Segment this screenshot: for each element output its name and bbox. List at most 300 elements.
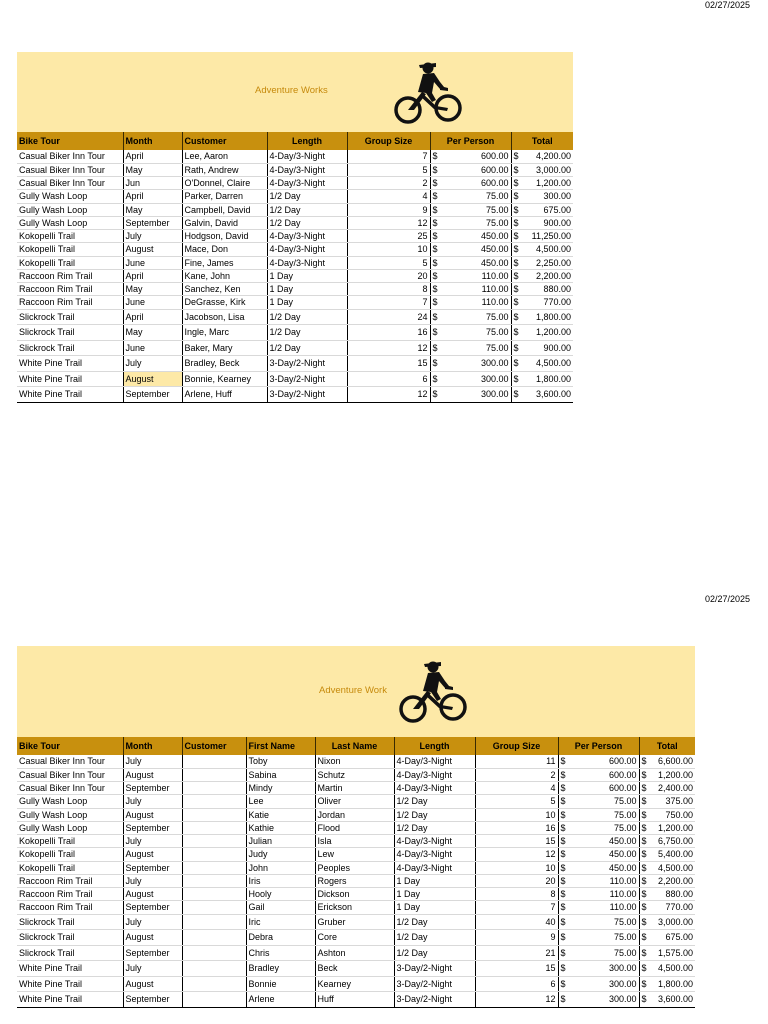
- cell-length[interactable]: 3-Day/2-Night: [267, 387, 347, 403]
- cell-group-size[interactable]: 25: [347, 230, 430, 243]
- column-header[interactable]: Month: [123, 132, 182, 150]
- cell-bike-tour[interactable]: Gully Wash Loop: [17, 190, 123, 203]
- cell-last-name[interactable]: Nixon: [315, 755, 394, 768]
- cell-group-size[interactable]: 12: [475, 992, 558, 1008]
- cell-customer[interactable]: Kane, John: [182, 269, 267, 282]
- cell-first-name[interactable]: Lee: [246, 795, 315, 808]
- cell-total[interactable]: [639, 945, 695, 961]
- cell-length[interactable]: 1/2 Day: [267, 216, 347, 229]
- cell-length[interactable]: 3-Day/2-Night: [394, 961, 475, 977]
- cell-per-person[interactable]: [558, 808, 639, 821]
- cell-group-size[interactable]: 8: [475, 888, 558, 901]
- cell-bike-tour[interactable]: Raccoon Rim Trail: [17, 283, 123, 296]
- cell-total[interactable]: [511, 203, 573, 216]
- cell-customer[interactable]: [182, 782, 246, 795]
- cell-customer[interactable]: [182, 861, 246, 874]
- cell-last-name[interactable]: Lew: [315, 848, 394, 861]
- cell-bike-tour[interactable]: Casual Biker Inn Tour: [17, 755, 123, 768]
- cell-month[interactable]: August: [123, 243, 182, 256]
- cell-month[interactable]: April: [123, 150, 182, 163]
- cell-per-person[interactable]: [430, 256, 511, 269]
- cell-customer[interactable]: [182, 945, 246, 961]
- cell-customer[interactable]: [182, 821, 246, 834]
- cell-length[interactable]: 4-Day/3-Night: [267, 243, 347, 256]
- cell-group-size[interactable]: 10: [475, 808, 558, 821]
- cell-bike-tour[interactable]: Slickrock Trail: [17, 914, 123, 930]
- cell-customer[interactable]: Hodgson, David: [182, 230, 267, 243]
- cell-total[interactable]: [511, 387, 573, 403]
- cell-bike-tour[interactable]: Kokopelli Trail: [17, 835, 123, 848]
- cell-first-name[interactable]: Sabina: [246, 768, 315, 781]
- cell-per-person[interactable]: [430, 269, 511, 282]
- column-header[interactable]: Length: [394, 737, 475, 755]
- cell-month[interactable]: May: [123, 163, 182, 176]
- cell-group-size[interactable]: 7: [475, 901, 558, 914]
- cell-per-person[interactable]: [430, 177, 511, 190]
- cell-month[interactable]: July: [123, 755, 182, 768]
- cell-bike-tour[interactable]: White Pine Trail: [17, 992, 123, 1008]
- cell-bike-tour[interactable]: Casual Biker Inn Tour: [17, 768, 123, 781]
- cell-customer[interactable]: Galvin, David: [182, 216, 267, 229]
- cell-customer[interactable]: [182, 874, 246, 887]
- cell-last-name[interactable]: Erickson: [315, 901, 394, 914]
- cell-per-person[interactable]: [430, 325, 511, 341]
- cell-customer[interactable]: Rath, Andrew: [182, 163, 267, 176]
- cell-month[interactable]: July: [123, 961, 182, 977]
- cell-total[interactable]: [639, 861, 695, 874]
- cell-group-size[interactable]: 15: [347, 356, 430, 372]
- cell-per-person[interactable]: [430, 283, 511, 296]
- cell-last-name[interactable]: Gruber: [315, 914, 394, 930]
- cell-month[interactable]: September: [123, 387, 182, 403]
- column-header[interactable]: Last Name: [315, 737, 394, 755]
- cell-bike-tour[interactable]: Slickrock Trail: [17, 325, 123, 341]
- cell-bike-tour[interactable]: Kokopelli Trail: [17, 861, 123, 874]
- cell-bike-tour[interactable]: White Pine Trail: [17, 961, 123, 977]
- cell-group-size[interactable]: 12: [347, 387, 430, 403]
- cell-customer[interactable]: DeGrasse, Kirk: [182, 296, 267, 309]
- cell-bike-tour[interactable]: Casual Biker Inn Tour: [17, 163, 123, 176]
- cell-last-name[interactable]: Kearney: [315, 976, 394, 992]
- cell-length[interactable]: 1/2 Day: [267, 309, 347, 325]
- cell-bike-tour[interactable]: Kokopelli Trail: [17, 256, 123, 269]
- cell-group-size[interactable]: 4: [347, 190, 430, 203]
- cell-last-name[interactable]: Core: [315, 930, 394, 946]
- cell-group-size[interactable]: 8: [347, 283, 430, 296]
- cell-customer[interactable]: [182, 848, 246, 861]
- cell-customer[interactable]: Lee, Aaron: [182, 150, 267, 163]
- cell-group-size[interactable]: 5: [475, 795, 558, 808]
- cell-month[interactable]: July: [123, 356, 182, 372]
- cell-month[interactable]: May: [123, 283, 182, 296]
- cell-total[interactable]: [511, 230, 573, 243]
- cell-bike-tour[interactable]: Gully Wash Loop: [17, 216, 123, 229]
- cell-month[interactable]: May: [123, 203, 182, 216]
- cell-bike-tour[interactable]: Casual Biker Inn Tour: [17, 782, 123, 795]
- cell-first-name[interactable]: Julian: [246, 835, 315, 848]
- cell-bike-tour[interactable]: Raccoon Rim Trail: [17, 296, 123, 309]
- cell-month[interactable]: May: [123, 325, 182, 341]
- cell-per-person[interactable]: [558, 874, 639, 887]
- cell-length[interactable]: 4-Day/3-Night: [267, 230, 347, 243]
- cell-bike-tour[interactable]: Raccoon Rim Trail: [17, 888, 123, 901]
- cell-group-size[interactable]: 12: [347, 340, 430, 356]
- cell-first-name[interactable]: Chris: [246, 945, 315, 961]
- cell-length[interactable]: 1/2 Day: [267, 340, 347, 356]
- cell-group-size[interactable]: 6: [347, 371, 430, 387]
- cell-per-person[interactable]: [558, 835, 639, 848]
- cell-length[interactable]: 4-Day/3-Night: [394, 768, 475, 781]
- cell-group-size[interactable]: 16: [475, 821, 558, 834]
- cell-length[interactable]: 4-Day/3-Night: [394, 755, 475, 768]
- cell-customer[interactable]: Mace, Don: [182, 243, 267, 256]
- cell-per-person[interactable]: [430, 150, 511, 163]
- cell-length[interactable]: 3-Day/2-Night: [267, 356, 347, 372]
- cell-last-name[interactable]: Martin: [315, 782, 394, 795]
- cell-per-person[interactable]: [558, 992, 639, 1008]
- column-header[interactable]: Total: [639, 737, 695, 755]
- column-header[interactable]: Bike Tour: [17, 737, 123, 755]
- cell-month[interactable]: June: [123, 256, 182, 269]
- cell-total[interactable]: [639, 821, 695, 834]
- column-header[interactable]: Total: [511, 132, 573, 150]
- cell-length[interactable]: 4-Day/3-Night: [267, 256, 347, 269]
- cell-first-name[interactable]: Bradley: [246, 961, 315, 977]
- cell-length[interactable]: 1 Day: [394, 874, 475, 887]
- cell-customer[interactable]: [182, 961, 246, 977]
- cell-per-person[interactable]: [558, 795, 639, 808]
- cell-customer[interactable]: Ingle, Marc: [182, 325, 267, 341]
- cell-total[interactable]: [511, 150, 573, 163]
- cell-group-size[interactable]: 4: [475, 782, 558, 795]
- cell-bike-tour[interactable]: Gully Wash Loop: [17, 795, 123, 808]
- cell-length[interactable]: 4-Day/3-Night: [394, 861, 475, 874]
- cell-first-name[interactable]: Katie: [246, 808, 315, 821]
- cell-first-name[interactable]: Iris: [246, 874, 315, 887]
- cell-per-person[interactable]: [430, 243, 511, 256]
- column-header[interactable]: Month: [123, 737, 182, 755]
- cell-total[interactable]: [511, 256, 573, 269]
- cell-per-person[interactable]: [558, 848, 639, 861]
- cell-bike-tour[interactable]: Slickrock Trail: [17, 945, 123, 961]
- cell-total[interactable]: [511, 190, 573, 203]
- cell-length[interactable]: 3-Day/2-Night: [267, 371, 347, 387]
- cell-total[interactable]: [639, 835, 695, 848]
- cell-per-person[interactable]: [558, 930, 639, 946]
- cell-group-size[interactable]: 9: [347, 203, 430, 216]
- cell-total[interactable]: [511, 243, 573, 256]
- cell-customer[interactable]: Campbell, David: [182, 203, 267, 216]
- cell-total[interactable]: [639, 848, 695, 861]
- cell-first-name[interactable]: Iric: [246, 914, 315, 930]
- cell-customer[interactable]: Bonnie, Kearney: [182, 371, 267, 387]
- cell-per-person[interactable]: [558, 945, 639, 961]
- cell-first-name[interactable]: Bonnie: [246, 976, 315, 992]
- cell-first-name[interactable]: Arlene: [246, 992, 315, 1008]
- cell-last-name[interactable]: Oliver: [315, 795, 394, 808]
- cell-last-name[interactable]: Beck: [315, 961, 394, 977]
- cell-first-name[interactable]: Kathie: [246, 821, 315, 834]
- cell-bike-tour[interactable]: White Pine Trail: [17, 356, 123, 372]
- cell-month[interactable]: August: [123, 976, 182, 992]
- cell-per-person[interactable]: [558, 768, 639, 781]
- cell-first-name[interactable]: Hooly: [246, 888, 315, 901]
- cell-length[interactable]: 1/2 Day: [394, 914, 475, 930]
- cell-group-size[interactable]: 20: [475, 874, 558, 887]
- cell-month[interactable]: September: [123, 901, 182, 914]
- cell-bike-tour[interactable]: Gully Wash Loop: [17, 821, 123, 834]
- cell-length[interactable]: 4-Day/3-Night: [394, 835, 475, 848]
- cell-per-person[interactable]: [430, 387, 511, 403]
- cell-month[interactable]: August: [123, 848, 182, 861]
- cell-month[interactable]: April: [123, 190, 182, 203]
- cell-bike-tour[interactable]: Gully Wash Loop: [17, 203, 123, 216]
- cell-total[interactable]: [511, 340, 573, 356]
- cell-month[interactable]: September: [123, 992, 182, 1008]
- cell-customer[interactable]: [182, 835, 246, 848]
- cell-length[interactable]: 1/2 Day: [267, 203, 347, 216]
- cell-first-name[interactable]: John: [246, 861, 315, 874]
- cell-group-size[interactable]: 15: [475, 961, 558, 977]
- cell-per-person[interactable]: [430, 190, 511, 203]
- column-header[interactable]: Customer: [182, 132, 267, 150]
- cell-group-size[interactable]: 6: [475, 976, 558, 992]
- cell-customer[interactable]: [182, 930, 246, 946]
- cell-month[interactable]: August: [123, 808, 182, 821]
- cell-per-person[interactable]: [558, 755, 639, 768]
- cell-total[interactable]: [511, 163, 573, 176]
- cell-per-person[interactable]: [558, 976, 639, 992]
- cell-first-name[interactable]: Gail: [246, 901, 315, 914]
- cell-bike-tour[interactable]: Slickrock Trail: [17, 309, 123, 325]
- cell-customer[interactable]: [182, 992, 246, 1008]
- cell-bike-tour[interactable]: Raccoon Rim Trail: [17, 874, 123, 887]
- cell-month[interactable]: September: [123, 945, 182, 961]
- cell-length[interactable]: 1 Day: [267, 283, 347, 296]
- cell-group-size[interactable]: 12: [475, 848, 558, 861]
- cell-month[interactable]: August: [123, 888, 182, 901]
- cell-total[interactable]: [511, 177, 573, 190]
- cell-group-size[interactable]: 2: [475, 768, 558, 781]
- column-header[interactable]: Customer: [182, 737, 246, 755]
- cell-bike-tour[interactable]: Gully Wash Loop: [17, 808, 123, 821]
- cell-length[interactable]: 1 Day: [394, 901, 475, 914]
- cell-total[interactable]: [639, 976, 695, 992]
- cell-group-size[interactable]: 10: [475, 861, 558, 874]
- cell-group-size[interactable]: 16: [347, 325, 430, 341]
- cell-total[interactable]: [639, 768, 695, 781]
- cell-length[interactable]: 3-Day/2-Night: [394, 976, 475, 992]
- cell-total[interactable]: [511, 269, 573, 282]
- cell-customer[interactable]: [182, 808, 246, 821]
- cell-group-size[interactable]: 2: [347, 177, 430, 190]
- cell-bike-tour[interactable]: Casual Biker Inn Tour: [17, 150, 123, 163]
- cell-customer[interactable]: Parker, Darren: [182, 190, 267, 203]
- cell-group-size[interactable]: 5: [347, 256, 430, 269]
- cell-customer[interactable]: [182, 795, 246, 808]
- cell-per-person[interactable]: [558, 901, 639, 914]
- cell-group-size[interactable]: 15: [475, 835, 558, 848]
- cell-total[interactable]: [639, 961, 695, 977]
- cell-bike-tour[interactable]: Raccoon Rim Trail: [17, 269, 123, 282]
- cell-month[interactable]: April: [123, 309, 182, 325]
- cell-per-person[interactable]: [558, 861, 639, 874]
- cell-total[interactable]: [639, 795, 695, 808]
- cell-per-person[interactable]: [430, 296, 511, 309]
- cell-total[interactable]: [639, 901, 695, 914]
- cell-bike-tour[interactable]: White Pine Trail: [17, 371, 123, 387]
- cell-group-size[interactable]: 24: [347, 309, 430, 325]
- cell-customer[interactable]: Arlene, Huff: [182, 387, 267, 403]
- cell-length[interactable]: 1/2 Day: [394, 821, 475, 834]
- cell-total[interactable]: [639, 888, 695, 901]
- column-header[interactable]: Per Person: [430, 132, 511, 150]
- cell-length[interactable]: 1 Day: [394, 888, 475, 901]
- cell-total[interactable]: [639, 914, 695, 930]
- cell-bike-tour[interactable]: Slickrock Trail: [17, 340, 123, 356]
- cell-customer[interactable]: Baker, Mary: [182, 340, 267, 356]
- cell-length[interactable]: 3-Day/2-Night: [394, 992, 475, 1008]
- cell-total[interactable]: [511, 325, 573, 341]
- cell-total[interactable]: [639, 755, 695, 768]
- column-header[interactable]: Group Size: [475, 737, 558, 755]
- cell-total[interactable]: [511, 356, 573, 372]
- cell-month[interactable]: Jun: [123, 177, 182, 190]
- cell-month[interactable]: August: [123, 768, 182, 781]
- cell-bike-tour[interactable]: Raccoon Rim Trail: [17, 901, 123, 914]
- cell-group-size[interactable]: 7: [347, 296, 430, 309]
- cell-total[interactable]: [639, 874, 695, 887]
- column-header[interactable]: Bike Tour: [17, 132, 123, 150]
- cell-customer[interactable]: Bradley, Beck: [182, 356, 267, 372]
- cell-month[interactable]: July: [123, 835, 182, 848]
- cell-first-name[interactable]: Toby: [246, 755, 315, 768]
- cell-month[interactable]: June: [123, 340, 182, 356]
- cell-group-size[interactable]: 10: [347, 243, 430, 256]
- cell-length[interactable]: 1/2 Day: [394, 808, 475, 821]
- cell-bike-tour[interactable]: White Pine Trail: [17, 387, 123, 403]
- cell-per-person[interactable]: [430, 230, 511, 243]
- cell-customer[interactable]: [182, 901, 246, 914]
- column-header[interactable]: Per Person: [558, 737, 639, 755]
- cell-per-person[interactable]: [430, 340, 511, 356]
- cell-customer[interactable]: Jacobson, Lisa: [182, 309, 267, 325]
- cell-length[interactable]: 4-Day/3-Night: [267, 150, 347, 163]
- cell-group-size[interactable]: 12: [347, 216, 430, 229]
- cell-per-person[interactable]: [430, 371, 511, 387]
- column-header[interactable]: First Name: [246, 737, 315, 755]
- cell-last-name[interactable]: Rogers: [315, 874, 394, 887]
- cell-last-name[interactable]: Schutz: [315, 768, 394, 781]
- cell-group-size[interactable]: 7: [347, 150, 430, 163]
- cell-per-person[interactable]: [558, 961, 639, 977]
- cell-per-person[interactable]: [558, 821, 639, 834]
- cell-customer[interactable]: O'Donnel, Claire: [182, 177, 267, 190]
- cell-month[interactable]: September: [123, 216, 182, 229]
- cell-length[interactable]: 4-Day/3-Night: [267, 177, 347, 190]
- cell-per-person[interactable]: [558, 782, 639, 795]
- cell-month[interactable]: July: [123, 914, 182, 930]
- cell-first-name[interactable]: Mindy: [246, 782, 315, 795]
- cell-bike-tour[interactable]: Kokopelli Trail: [17, 230, 123, 243]
- cell-month[interactable]: September: [123, 821, 182, 834]
- cell-length[interactable]: 4-Day/3-Night: [394, 848, 475, 861]
- cell-group-size[interactable]: 11: [475, 755, 558, 768]
- cell-customer[interactable]: Fine, James: [182, 256, 267, 269]
- cell-length[interactable]: 1/2 Day: [394, 945, 475, 961]
- column-header[interactable]: Length: [267, 132, 347, 150]
- cell-total[interactable]: [639, 782, 695, 795]
- cell-customer[interactable]: [182, 768, 246, 781]
- cell-month[interactable]: July: [123, 795, 182, 808]
- cell-customer[interactable]: Sanchez, Ken: [182, 283, 267, 296]
- cell-month[interactable]: July: [123, 230, 182, 243]
- cell-length[interactable]: 4-Day/3-Night: [267, 163, 347, 176]
- cell-total[interactable]: [639, 992, 695, 1008]
- cell-group-size[interactable]: 21: [475, 945, 558, 961]
- cell-total[interactable]: [511, 296, 573, 309]
- cell-customer[interactable]: [182, 914, 246, 930]
- cell-bike-tour[interactable]: Casual Biker Inn Tour: [17, 177, 123, 190]
- cell-bike-tour[interactable]: White Pine Trail: [17, 976, 123, 992]
- column-header[interactable]: Group Size: [347, 132, 430, 150]
- cell-per-person[interactable]: [430, 163, 511, 176]
- cell-group-size[interactable]: 5: [347, 163, 430, 176]
- cell-month[interactable]: June: [123, 296, 182, 309]
- cell-last-name[interactable]: Dickson: [315, 888, 394, 901]
- cell-last-name[interactable]: Isla: [315, 835, 394, 848]
- cell-per-person[interactable]: [430, 356, 511, 372]
- cell-total[interactable]: [511, 309, 573, 325]
- cell-length[interactable]: 1 Day: [267, 296, 347, 309]
- cell-total[interactable]: [639, 930, 695, 946]
- cell-length[interactable]: 1 Day: [267, 269, 347, 282]
- cell-total[interactable]: [511, 371, 573, 387]
- cell-month[interactable]: September: [123, 861, 182, 874]
- cell-first-name[interactable]: Judy: [246, 848, 315, 861]
- cell-per-person[interactable]: [430, 309, 511, 325]
- cell-customer[interactable]: [182, 976, 246, 992]
- cell-first-name[interactable]: Debra: [246, 930, 315, 946]
- cell-length[interactable]: 1/2 Day: [267, 190, 347, 203]
- cell-last-name[interactable]: Jordan: [315, 808, 394, 821]
- cell-last-name[interactable]: Ashton: [315, 945, 394, 961]
- cell-month[interactable]: September: [123, 782, 182, 795]
- cell-group-size[interactable]: 40: [475, 914, 558, 930]
- cell-last-name[interactable]: Huff: [315, 992, 394, 1008]
- cell-customer[interactable]: [182, 888, 246, 901]
- cell-bike-tour[interactable]: Slickrock Trail: [17, 930, 123, 946]
- cell-total[interactable]: [639, 808, 695, 821]
- cell-customer[interactable]: [182, 755, 246, 768]
- cell-length[interactable]: 4-Day/3-Night: [394, 782, 475, 795]
- cell-month[interactable]: August: [123, 371, 182, 387]
- cell-length[interactable]: 1/2 Day: [267, 325, 347, 341]
- cell-month[interactable]: April: [123, 269, 182, 282]
- cell-length[interactable]: 1/2 Day: [394, 930, 475, 946]
- cell-total[interactable]: [511, 283, 573, 296]
- cell-last-name[interactable]: Flood: [315, 821, 394, 834]
- cell-per-person[interactable]: [558, 888, 639, 901]
- cell-total[interactable]: [511, 216, 573, 229]
- cell-month[interactable]: July: [123, 874, 182, 887]
- cell-bike-tour[interactable]: Kokopelli Trail: [17, 243, 123, 256]
- cell-month[interactable]: August: [123, 930, 182, 946]
- cell-per-person[interactable]: [430, 203, 511, 216]
- cell-per-person[interactable]: [430, 216, 511, 229]
- cell-group-size[interactable]: 9: [475, 930, 558, 946]
- cell-bike-tour[interactable]: Kokopelli Trail: [17, 848, 123, 861]
